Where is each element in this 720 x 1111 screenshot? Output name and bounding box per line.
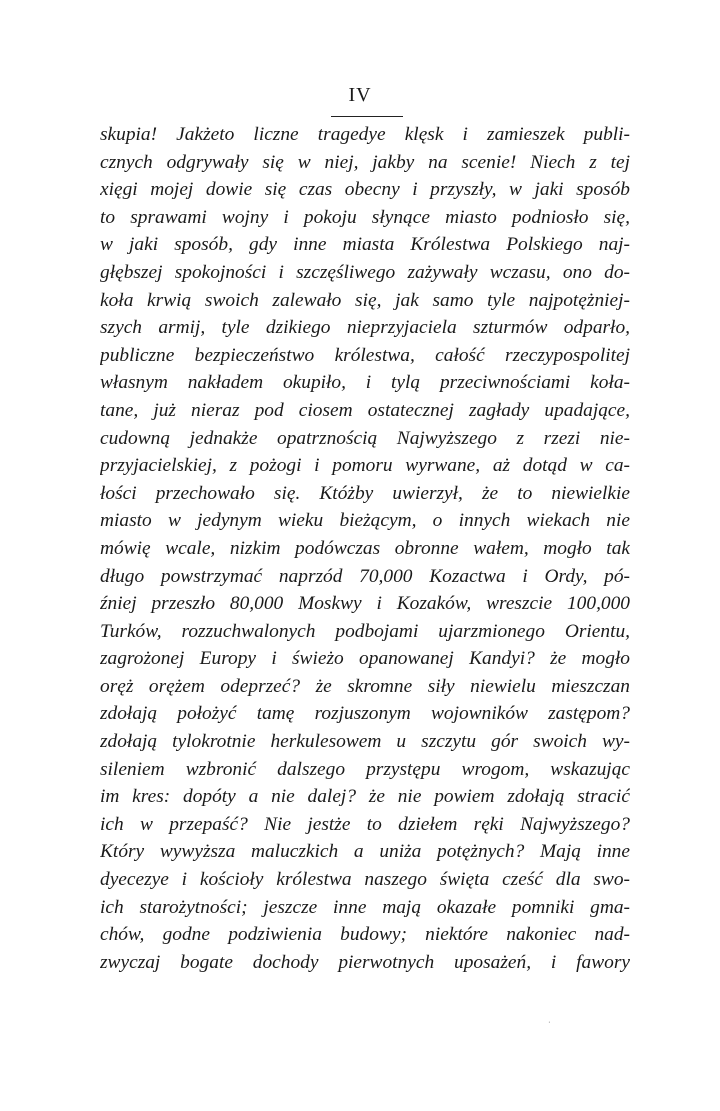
text-line: miasto w jedynym wieku bieżącym, o innych wiekach nie [100, 510, 630, 532]
text-line: przyjacielskiej, z pożogi i pomoru wyrwane, aż dotąd w ca- [100, 455, 630, 477]
page-number: IV [348, 84, 372, 106]
text-line: chów, godne podziwienia budowy; niektóre nakoniec nad- [100, 924, 630, 946]
body-text [100, 121, 630, 976]
text-line: koła krwią swoich zalewało się, jak samo tyle najpotężniej- [100, 289, 630, 311]
paper-speck: ⋅ [548, 1018, 551, 1027]
text-line: szych armij, tyle dzikiego nieprzyjaciela szturmów odparło, [100, 317, 630, 339]
text-line: Turków, rozzuchwalonych podbojami ujarzmionego Orientu, [100, 620, 630, 642]
text-line: długo powstrzymać naprzód 70,000 Kozactwa i Ordy, pó- [100, 565, 630, 587]
text-line: Który wywyższa maluczkich a uniża potężnych? Mają inne [100, 841, 630, 863]
text-line: cudowną jednakże opatrznością Najwyższego z rzezi nie- [100, 427, 630, 449]
text-line: mówię wcale, nizkim podówczas obronne wałem, mogło tak [100, 537, 630, 559]
text-line: to sprawami wojny i pokoju słynące miasto podniosło się, [100, 206, 630, 228]
text-line: zagrożonej Europy i świeżo opanowanej Kandyi? że mogło [100, 648, 630, 670]
text-line: ich w przepaść? Nie jestże to dziełem ręki Najwyższego? [100, 813, 630, 835]
header-rule [331, 116, 403, 117]
text-line: własnym nakładem okupiło, i tylą przeciwnościami koła- [100, 372, 630, 394]
text-line: tane, już nieraz pod ciosem ostatecznej zagłady upadające, [100, 399, 630, 421]
text-line: źniej przeszło 80,000 Moskwy i Kozaków, wreszcie 100,000 [100, 593, 630, 615]
text-line: zdołają położyć tamę rozjuszonym wojowników zastępom? [100, 703, 630, 725]
text-line: głębszej spokojności i szczęśliwego zażywały wczasu, ono do- [100, 261, 630, 283]
text-line: cznych odgrywały się w niej, jakby na scenie! Niech z tej [100, 151, 630, 173]
text-line: im kres: dopóty a nie dalej? że nie powiem zdołają stracić [100, 786, 630, 808]
text-line: publiczne bezpieczeństwo królestwa, całość rzeczypospolitej [100, 344, 630, 366]
text-line: oręż orężem odeprzeć? że skromne siły niewielu mieszczan [100, 675, 630, 697]
text-line: łości przechowało się. Któżby uwierzył, że to niewielkie [100, 482, 630, 504]
text-line: xięgi mojej dowie się czas obecny i przyszły, w jaki sposób [100, 179, 630, 201]
text-line: ich starożytności; jeszcze inne mają okazałe pomniki gma- [100, 896, 630, 918]
text-line: zwyczaj bogate dochody pierwotnych uposażeń, i fawory [100, 951, 630, 973]
text-line: zdołają tylokrotnie herkulesowem u szczytu gór swoich wy- [100, 731, 630, 753]
text-line: skupia! Jakżeto liczne tragedye klęsk i zamieszek publi- [100, 124, 630, 145]
text-line: w jaki sposób, gdy inne miasta Królestwa Polskiego naj- [100, 234, 630, 256]
text-line: sileniem wzbronić dalszego przystępu wrogom, wskazując [100, 758, 630, 780]
text-line: dyecezye i kościoły królestwa naszego święta cześć dla swo- [100, 869, 630, 891]
